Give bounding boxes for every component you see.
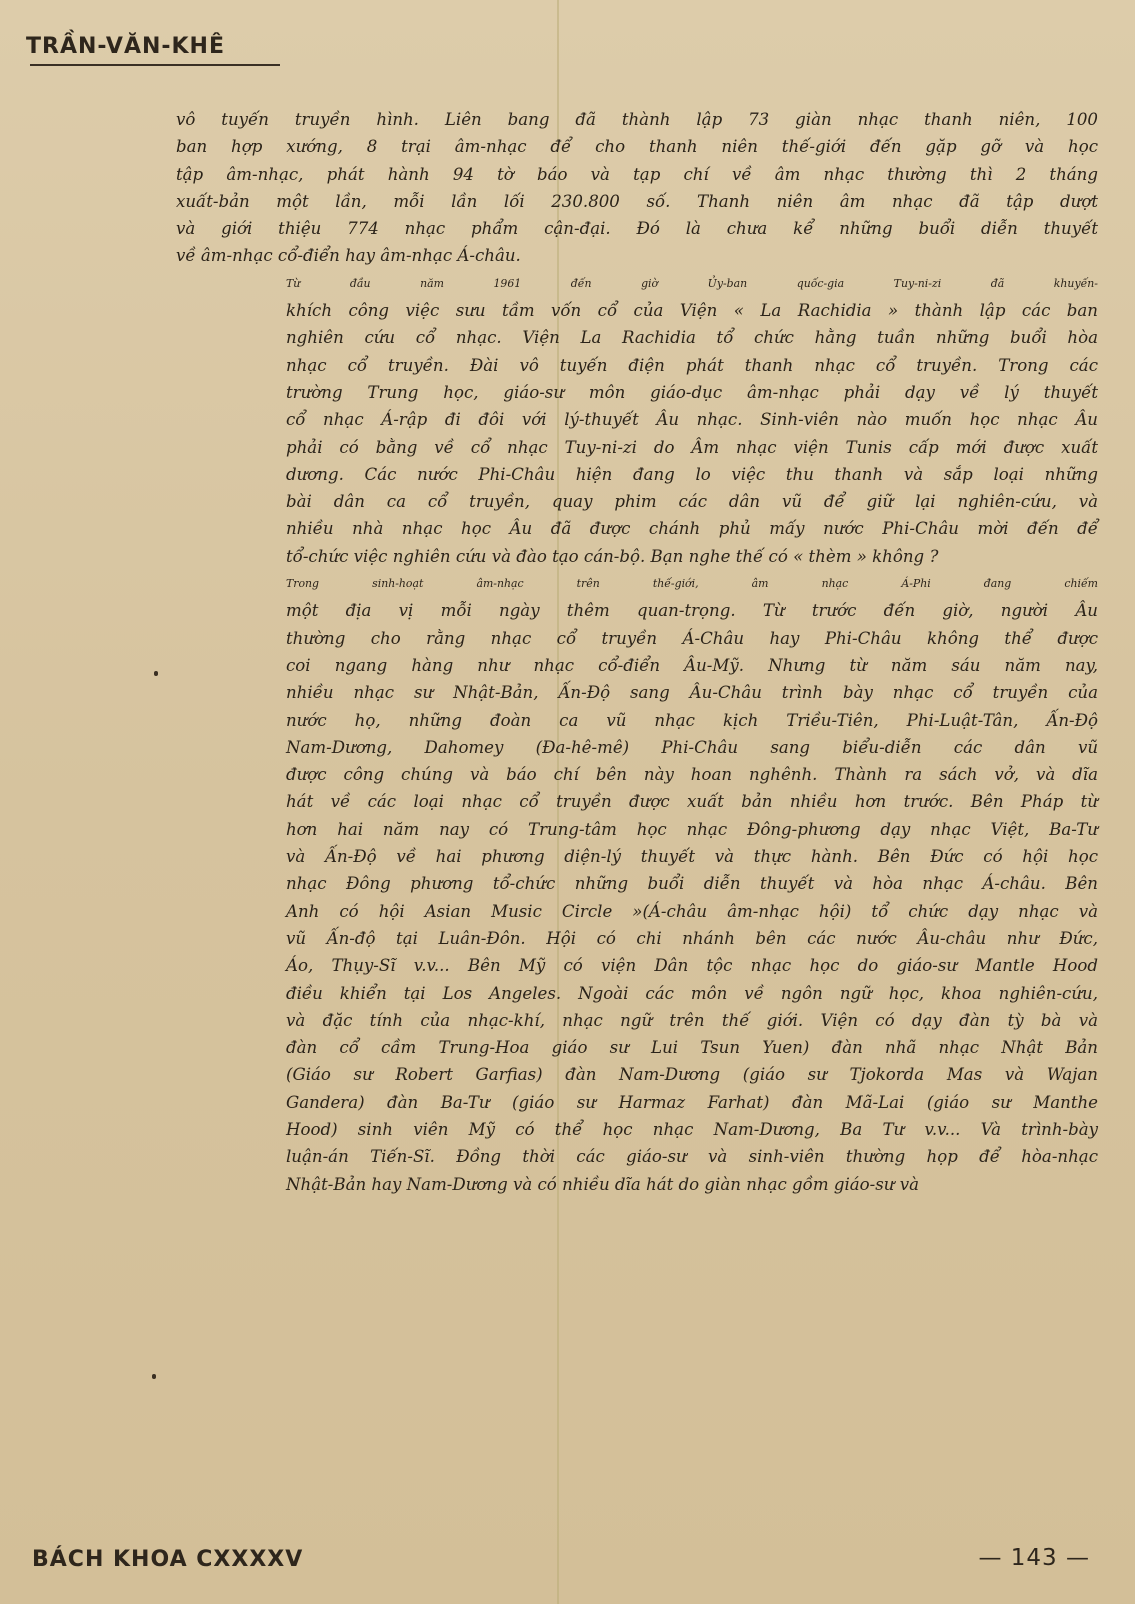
text-line: tổ-chức việc nghiên cứu và đào tạo cán-bộ. Bạn nghe thế có « thèm » không ? (286, 546, 939, 566)
text-line: Nhật-Bản hay Nam-Dương và có nhiều dĩa hát do giàn nhạc gồm giáo-sư và (286, 1174, 920, 1194)
text-line: hát về các loại nhạc cổ truyền được xuất bản nhiều hơn trước. Bên Pháp từ (286, 792, 1098, 812)
text-line: cổ nhạc Á-rập đi đôi với lý-thuyết Âu nhạc. Sinh-viên nào muốn học nhạc Âu (286, 410, 1098, 430)
text-line: bài dân ca cổ truyền, quay phim các dân vũ để giữ lại nghiên-cứu, và (286, 492, 1098, 512)
text-line: coi ngang hàng như nhạc cổ-điển Âu-Mỹ. Nhưng từ năm sáu năm nay, (286, 655, 1098, 675)
text-line: vũ Ấn-độ tại Luân-Đôn. Hội có chi nhánh bên các nước Âu-châu như Đức, (286, 928, 1098, 948)
text-line: về âm-nhạc cổ-điển hay âm-nhạc Á-châu. (176, 246, 521, 266)
text-line: được công chúng và báo chí bên này hoan nghênh. Thành ra sách vở, và dĩa (286, 765, 1098, 785)
text-line: nhiều nhà nhạc học Âu đã được chánh phủ mấy nước Phi-Châu mời đến để (286, 519, 1098, 539)
text-line: nghiên cứu cổ nhạc. Viện La Rachidia tổ chức hằng tuần những buổi hòa (286, 328, 1098, 348)
text-line: Gandera) đàn Ba-Tư (giáo sư Harmaz Farhat) đàn Mã-Lai (giáo sư Manthe (286, 1092, 1098, 1112)
ink-speck (154, 671, 158, 676)
text-line: luận-án Tiến-Sĩ. Đồng thời các giáo-sư và sinh-viên thường họp để hòa-nhạc (286, 1147, 1098, 1167)
paragraph (176, 106, 1098, 270)
text-line: nước họ, những đoàn ca vũ nhạc kịch Triều-Tiên, Phi-Luật-Tân, Ấn-Độ (286, 710, 1098, 730)
text-line: Nam-Dương, Dahomey (Đa-hê-mê) Phi-Châu sang biểu-diễn các dân vũ (286, 737, 1098, 757)
text-line: Áo, Thụy-Sĩ v.v... Bên Mỹ có viện Dân tộc nhạc học do giáo-sư Mantle Hood (286, 956, 1098, 976)
header-rule (30, 64, 280, 66)
text-line: phải có bằng về cổ nhạc Tuy-ni-zi do Âm nhạc viện Tunis cấp mới được xuất (286, 437, 1098, 457)
running-head: TRẦN-VĂN-KHÊ (26, 34, 225, 59)
text-line: nhạc cổ truyền. Đài vô tuyến điện phát thanh nhạc cổ truyền. Trong các (286, 355, 1098, 375)
paragraph (176, 270, 1098, 570)
text-line: xuất-bản một lần, mỗi lần lối 230.800 số. Thanh niên âm nhạc đã tập dượt (176, 191, 1098, 211)
publication-title: BÁCH KHOA CXXXXV (32, 1547, 304, 1572)
article-body (176, 106, 1098, 1198)
text-line: Trong sinh-hoạt âm-nhạc trên thế-giới, âm nhạc Á-Phi đang chiếm (286, 577, 1098, 591)
text-line: một địa vị mỗi ngày thêm quan-trọng. Từ trước đến giờ, người Âu (286, 601, 1098, 621)
text-line: trường Trung học, giáo-sư môn giáo-dục âm-nhạc phải dạy về lý thuyết (286, 382, 1098, 402)
text-line: điều khiển tại Los Angeles. Ngoài các môn về ngôn ngữ học, khoa nghiên-cứu, (286, 983, 1098, 1003)
text-line: tập âm-nhạc, phát hành 94 tờ báo và tạp chí về âm nhạc thường thì 2 tháng (176, 164, 1098, 184)
paragraph (176, 570, 1098, 1198)
text-line: nhiều nhạc sư Nhật-Bản, Ấn-Độ sang Âu-Châu trình bày nhạc cổ truyền của (286, 683, 1098, 703)
text-line: ban hợp xướng, 8 trại âm-nhạc để cho thanh niên thế-giới đến gặp gỡ và học (176, 137, 1098, 157)
text-line: và Ấn-Độ về hai phương diện-lý thuyết và thực hành. Bên Đức có hội học (286, 847, 1098, 867)
page-number: — 143 — (978, 1545, 1090, 1571)
text-line: vô tuyến truyền hình. Liên bang đã thành lập 73 giàn nhạc thanh niên, 100 (176, 110, 1098, 129)
text-line: Từ đầu năm 1961 đến giờ Ủy-ban quốc-gia Tuy-ni-zi đã khuyến- (286, 276, 1098, 290)
text-line: và giới thiệu 774 nhạc phẩm cận-đại. Đó là chưa kể những buổi diễn thuyết (176, 219, 1098, 239)
text-line: và đặc tính của nhạc-khí, nhạc ngữ trên thế giới. Viện có dạy đàn tỳ bà và (286, 1010, 1098, 1030)
text-line: dương. Các nước Phi-Châu hiện đang lo việc thu thanh và sắp loại những (286, 464, 1098, 484)
text-line: Hood) sinh viên Mỹ có thể học nhạc Nam-Dương, Ba Tư v.v... Và trình-bày (286, 1119, 1098, 1139)
text-line: đàn cổ cầm Trung-Hoa giáo sư Lui Tsun Yuen) đàn nhã nhạc Nhật Bản (286, 1038, 1098, 1058)
text-line: thường cho rằng nhạc cổ truyền Á-Châu hay Phi-Châu không thể được (286, 628, 1098, 648)
text-line: Anh có hội Asian Music Circle »(Á-châu âm-nhạc hội) tổ chức dạy nhạc và (286, 901, 1098, 921)
text-line: (Giáo sư Robert Garfias) đàn Nam-Dương (giáo sư Tjokorda Mas và Wajan (286, 1065, 1098, 1085)
text-line: hơn hai năm nay có Trung-tâm học nhạc Đông-phương dạy nhạc Việt, Ba-Tư (286, 819, 1098, 839)
text-line: nhạc Đông phương tổ-chức những buổi diễn thuyết và hòa nhạc Á-châu. Bên (286, 874, 1098, 894)
ink-speck (152, 1374, 156, 1379)
text-line: khích công việc sưu tầm vốn cổ của Viện « La Rachidia » thành lập các ban (286, 301, 1098, 321)
